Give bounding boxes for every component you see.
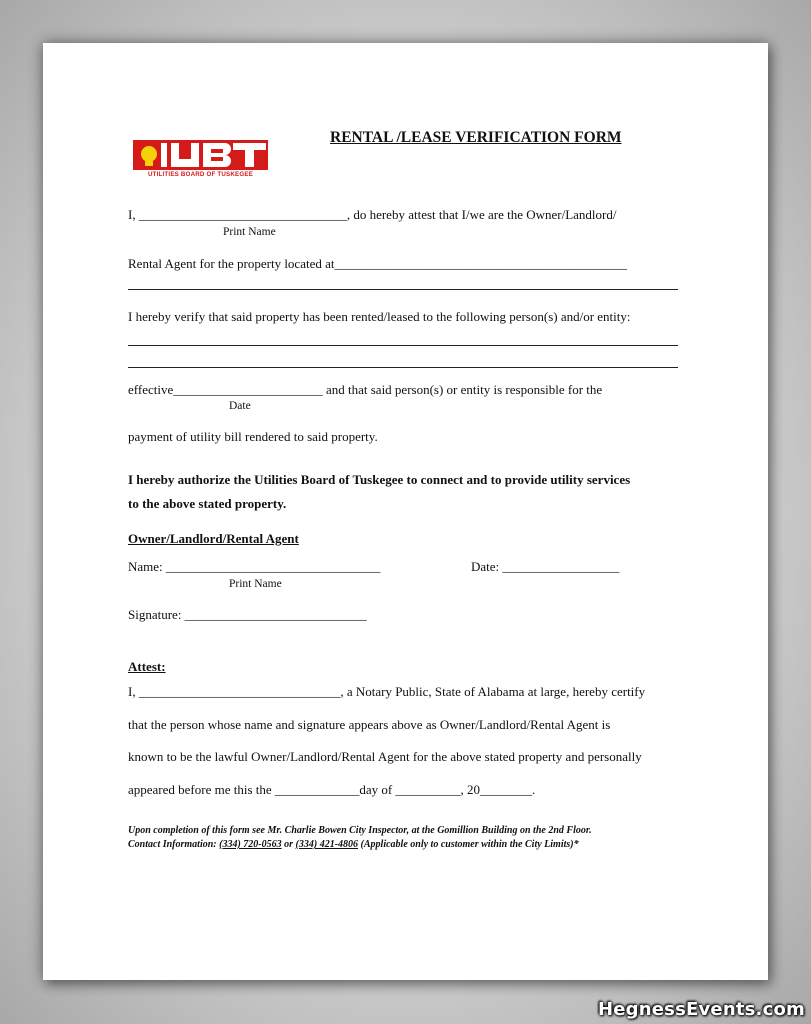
blank-line[interactable]	[128, 345, 678, 346]
notary-line-3: known to be the lawful Owner/Landlord/Rental Agent for the above stated property and personally	[128, 749, 642, 764]
footer-note: (Applicable only to customer within the City Limits)*	[358, 839, 579, 850]
date-label: Date	[229, 400, 251, 412]
name-line: Name: _________________________________	[128, 559, 381, 574]
form-page	[43, 43, 768, 980]
print-name-label: Print Name	[223, 226, 276, 238]
owner-heading: Owner/Landlord/Rental Agent	[128, 531, 299, 546]
authorize-line-1: I hereby authorize the Utilities Board of Tuskegee to connect and to provide utility services	[128, 472, 631, 487]
print-name-label: Print Name	[229, 578, 282, 590]
authorize-line-2: to the above stated property.	[128, 496, 287, 511]
watermark: HegnessEvents.com	[597, 999, 805, 1020]
notary-line-1: I, _______________________________, a Notary Public, State of Alabama at large, hereby certify	[128, 684, 646, 699]
form-title: RENTAL /LEASE VERIFICATION FORM	[330, 129, 622, 146]
footer-contact	[128, 838, 579, 851]
verify-line: I hereby verify that said property has been rented/leased to the following person(s) and/or entity:	[128, 309, 631, 324]
date-line: Date: __________________	[471, 559, 620, 574]
blank-line[interactable]	[128, 367, 678, 368]
payment-line: payment of utility bill rendered to said property.	[128, 429, 378, 444]
signature-line: Signature: ____________________________	[128, 607, 367, 622]
effective-line: effective_______________________ and that said person(s) or entity is responsible for the	[128, 382, 603, 397]
footer-phone-2[interactable]: (334) 421-4806	[295, 839, 359, 850]
logo-subtitle: UTILITIES BOARD OF TUSKEGEE	[147, 171, 254, 178]
attest-line-2: Rental Agent for the property located at_____________________________________________	[128, 256, 627, 271]
attest-heading: Attest:	[128, 659, 166, 674]
footer-contact-label: Contact Information:	[128, 839, 220, 850]
footer-phone-1[interactable]: (334) 720-0563	[219, 839, 282, 850]
blank-line[interactable]	[128, 289, 678, 290]
notary-line-2: that the person whose name and signature appears above as Owner/Landlord/Rental Agent is	[128, 717, 611, 732]
notary-line-4: appeared before me this the _____________day of __________, 20________.	[128, 782, 536, 797]
attest-line-1: I, ________________________________, do hereby attest that I/we are the Owner/Landlord/	[128, 207, 617, 222]
footer-line-1: Upon completion of this form see Mr. Charlie Bowen City Inspector, at the Gomillion Building on the 2nd Floor.	[128, 825, 592, 836]
footer-or: or	[281, 839, 296, 850]
